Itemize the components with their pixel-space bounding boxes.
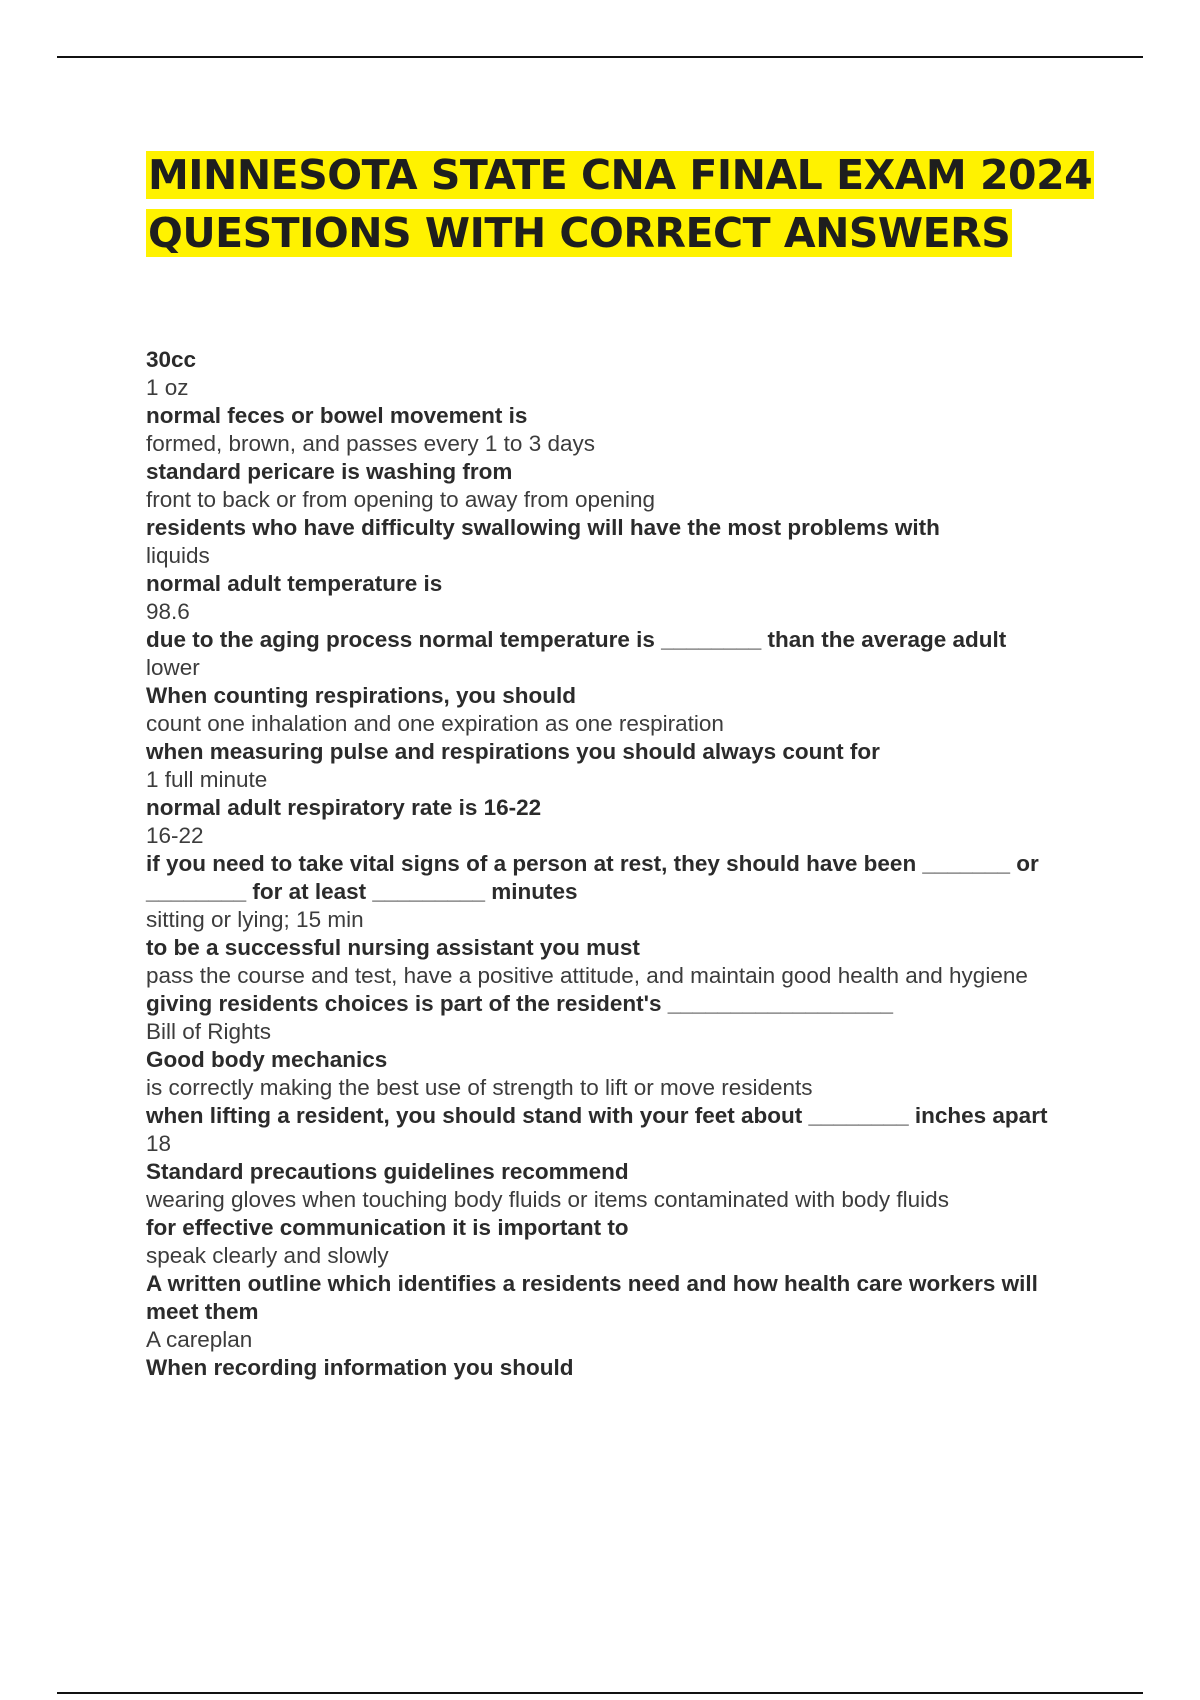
answer: A careplan <box>146 1327 253 1352</box>
qa-item <box>146 626 1086 682</box>
qa-list <box>146 346 1086 1382</box>
qa-item <box>146 682 1086 738</box>
qa-item <box>146 794 1086 850</box>
title-line <box>146 146 1094 204</box>
qa-item <box>146 1102 1086 1158</box>
qa-item <box>146 402 1086 458</box>
answer: wearing gloves when touching body fluids or items contaminated with body fluids <box>146 1187 949 1212</box>
question: due to the aging process normal temperature is ________ than the average adult <box>146 627 1007 652</box>
title-line <box>146 204 1094 262</box>
qa-item <box>146 738 1086 794</box>
answer: formed, brown, and passes every 1 to 3 days <box>146 431 595 456</box>
qa-item <box>146 514 1086 570</box>
question: to be a successful nursing assistant you must <box>146 935 640 960</box>
question: giving residents choices is part of the resident's __________________ <box>146 991 893 1016</box>
question: normal feces or bowel movement is <box>146 403 528 428</box>
question: 30cc <box>146 347 197 372</box>
answer: pass the course and test, have a positive attitude, and maintain good health and hygiene <box>146 963 1028 988</box>
title-line-text: QUESTIONS WITH CORRECT ANSWERS <box>148 209 1011 257</box>
answer: liquids <box>146 543 210 568</box>
qa-item <box>146 850 1086 934</box>
question: for effective communication it is important to <box>146 1215 629 1240</box>
question: Standard precautions guidelines recommend <box>146 1159 629 1184</box>
answer: is correctly making the best use of strength to lift or move residents <box>146 1075 813 1100</box>
qa-item <box>146 570 1086 626</box>
title-line-text: MINNESOTA STATE CNA FINAL EXAM 2024 <box>148 151 1093 199</box>
question: if you need to take vital signs of a person at rest, they should have been _______ or ________ for at least _________ minutes <box>146 851 1039 904</box>
question: Good body mechanics <box>146 1047 388 1072</box>
bottom-rule <box>57 1692 1143 1694</box>
document-title <box>146 146 1094 262</box>
answer: 18 <box>146 1131 172 1156</box>
qa-item <box>146 1046 1086 1102</box>
question: normal adult respiratory rate is 16-22 <box>146 795 542 820</box>
qa-item <box>146 934 1086 990</box>
answer: 1 oz <box>146 375 189 400</box>
question: When counting respirations, you should <box>146 683 577 708</box>
qa-item <box>146 1354 1086 1382</box>
answer: sitting or lying; 15 min <box>146 907 364 932</box>
qa-item <box>146 458 1086 514</box>
question: A written outline which identifies a residents need and how health care workers will meet them <box>146 1271 1038 1324</box>
answer: 16-22 <box>146 823 204 848</box>
top-rule <box>57 56 1143 58</box>
answer: 1 full minute <box>146 767 268 792</box>
qa-item <box>146 1214 1086 1270</box>
qa-item <box>146 346 1086 402</box>
question: normal adult temperature is <box>146 571 443 596</box>
question: When recording information you should <box>146 1355 574 1380</box>
question: when measuring pulse and respirations you should always count for <box>146 739 880 764</box>
qa-item <box>146 990 1086 1046</box>
question: residents who have difficulty swallowing will have the most problems with <box>146 515 940 540</box>
answer: 98.6 <box>146 599 190 624</box>
answer: front to back or from opening to away from opening <box>146 487 656 512</box>
answer: Bill of Rights <box>146 1019 272 1044</box>
question: when lifting a resident, you should stand with your feet about ________ inches apart <box>146 1103 1048 1128</box>
answer: count one inhalation and one expiration as one respiration <box>146 711 724 736</box>
qa-item <box>146 1270 1086 1354</box>
answer: speak clearly and slowly <box>146 1243 389 1268</box>
question: standard pericare is washing from <box>146 459 513 484</box>
qa-item <box>146 1158 1086 1214</box>
answer: lower <box>146 655 200 680</box>
